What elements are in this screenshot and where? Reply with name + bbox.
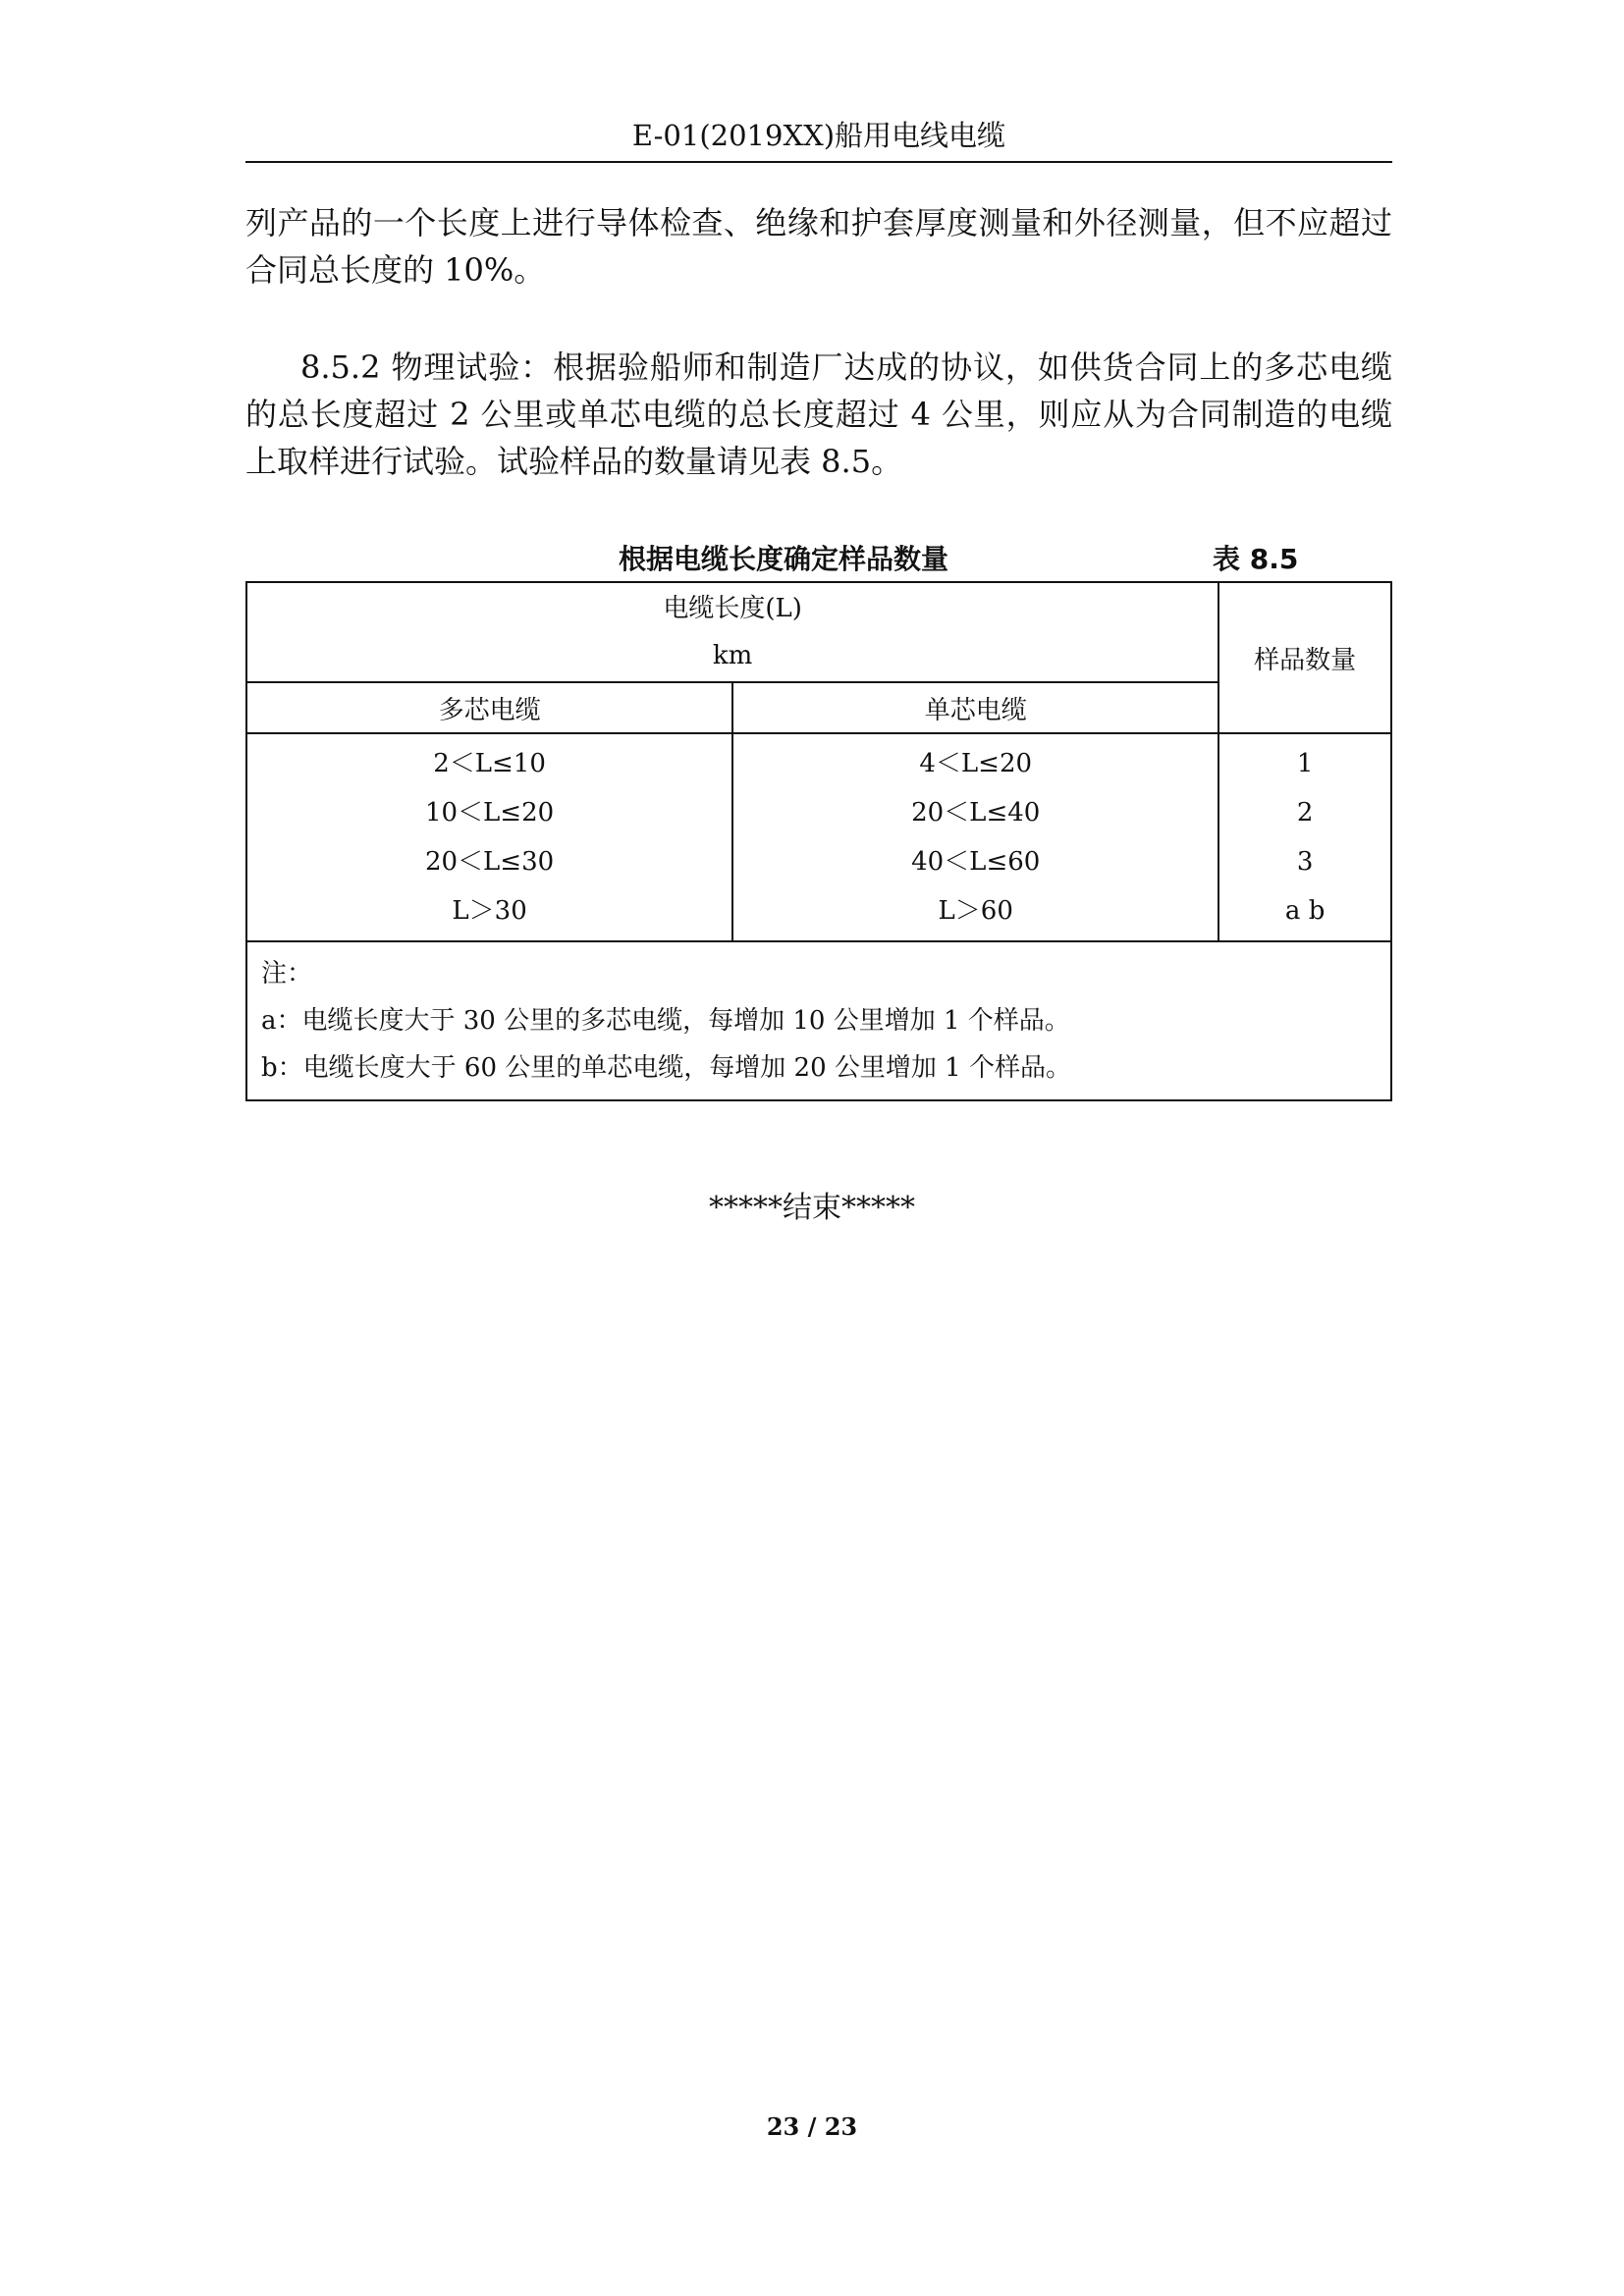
single-core-ranges bbox=[732, 733, 1218, 941]
notes-title: 注： bbox=[261, 959, 313, 988]
table-number: 表 8.5 bbox=[1213, 543, 1299, 575]
table-cell: 2 bbox=[1296, 798, 1314, 828]
table-cell: L＞60 bbox=[938, 896, 1013, 926]
table-cell: 2＜L≤10 bbox=[433, 749, 546, 778]
table-notes bbox=[246, 941, 1391, 1100]
table-cell: 20＜L≤30 bbox=[424, 847, 555, 877]
note-a: a：电缆长度大于 30 公里的多芯电缆，每增加 10 公里增加 1 个样品。 bbox=[261, 1006, 1070, 1036]
table-cell: L＞30 bbox=[452, 896, 527, 926]
end-marker: *****结束***** bbox=[709, 1191, 915, 1225]
table-cell: 4＜L≤20 bbox=[919, 749, 1033, 778]
table-cell: 3 bbox=[1296, 847, 1314, 877]
multi-core-ranges bbox=[246, 733, 732, 941]
sample-count-table bbox=[245, 581, 1392, 1101]
note-b: b：电缆长度大于 60 公里的单芯电缆，每增加 20 公里增加 1 个样品。 bbox=[261, 1053, 1071, 1083]
header-cable-length bbox=[246, 582, 1218, 682]
paragraph-physical-test: 8.5.2 物理试验：根据验船师和制造厂达成的协议，如供货合同上的多芯电缆的总长度超过 2 公里或单芯电缆的总长度超过 4 公里，则应从为合同制造的电缆上取样进行试验。试验样品的数量请见表 8.5。 bbox=[245, 348, 1392, 480]
table-cell: 10＜L≤20 bbox=[424, 798, 555, 828]
header-length-unit: km bbox=[712, 641, 753, 670]
page-number: 23 / 23 bbox=[766, 2112, 858, 2141]
table-cell: 20＜L≤40 bbox=[911, 798, 1041, 828]
table-cell: 40＜L≤60 bbox=[911, 847, 1041, 877]
sample-counts bbox=[1218, 733, 1391, 941]
header-multi-core: 多芯电缆 bbox=[246, 682, 732, 733]
table-cell: 1 bbox=[1296, 749, 1314, 778]
header-sample-count: 样品数量 bbox=[1218, 582, 1391, 733]
paragraph-continuation: 列产品的一个长度上进行导体检查、绝缘和护套厚度测量和外径测量，但不应超过合同总长度的 10%。 bbox=[245, 204, 1392, 289]
header-single-core: 单芯电缆 bbox=[732, 682, 1218, 733]
header-length-label: 电缆长度(L) bbox=[663, 594, 802, 623]
table-cell: a b bbox=[1284, 896, 1326, 926]
table-caption: 根据电缆长度确定样品数量 bbox=[619, 543, 949, 575]
page-header: E-01(2019XX)船用电线电缆 bbox=[245, 116, 1392, 163]
